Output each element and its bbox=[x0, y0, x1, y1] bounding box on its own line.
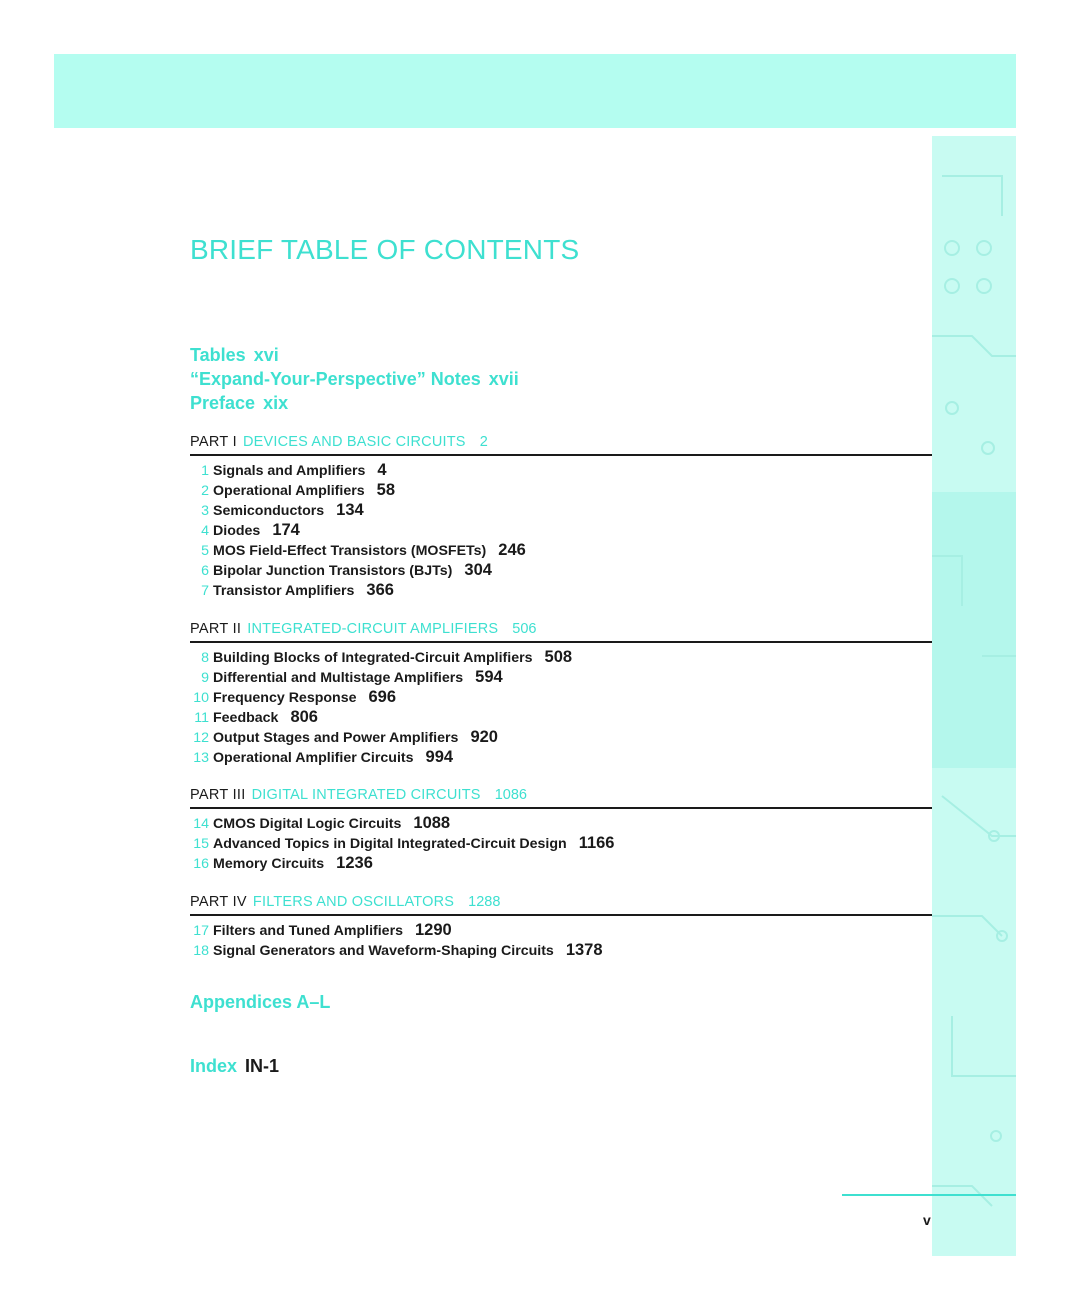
part-4-chapter-list bbox=[190, 920, 890, 960]
index-page: IN-1 bbox=[245, 1056, 280, 1076]
chapter-number: 8 bbox=[201, 650, 209, 666]
part-header-4[interactable] bbox=[190, 892, 932, 916]
part-3-chapter-list bbox=[190, 813, 890, 873]
chapter-title: Diodes bbox=[213, 523, 261, 539]
chapter-title: Signals and Amplifiers bbox=[213, 463, 366, 479]
chapter-title: Memory Circuits bbox=[213, 856, 325, 872]
chapter-title: Feedback bbox=[213, 710, 279, 726]
front-matter-page: xix bbox=[263, 393, 289, 413]
part-page: 1086 bbox=[494, 787, 527, 803]
chapter-number: 7 bbox=[201, 583, 209, 599]
chapter-number: 6 bbox=[201, 563, 209, 579]
chapter-entry[interactable] bbox=[190, 747, 890, 767]
index-label: Index bbox=[190, 1056, 238, 1076]
front-matter-list bbox=[190, 343, 519, 415]
part-page: 506 bbox=[512, 621, 537, 637]
chapter-entry[interactable] bbox=[190, 687, 890, 707]
chapter-entry[interactable] bbox=[190, 853, 890, 873]
chapter-entry[interactable] bbox=[190, 707, 890, 727]
chapter-title: Operational Amplifier Circuits bbox=[213, 750, 414, 766]
chapter-title: Advanced Topics in Digital Integrated-Circuit Design bbox=[213, 836, 567, 852]
part-page: 2 bbox=[479, 434, 488, 450]
chapter-title: Semiconductors bbox=[213, 503, 325, 519]
index-entry[interactable] bbox=[190, 1056, 279, 1077]
chapter-page: 1236 bbox=[336, 854, 373, 872]
chapter-entry[interactable] bbox=[190, 727, 890, 747]
part-title: INTEGRATED-CIRCUIT AMPLIFIERS bbox=[247, 621, 499, 637]
part-title: DIGITAL INTEGRATED CIRCUITS bbox=[251, 787, 481, 803]
front-matter-item[interactable] bbox=[190, 343, 519, 367]
part-title: FILTERS AND OSCILLATORS bbox=[252, 894, 455, 910]
chapter-number: 12 bbox=[193, 730, 209, 746]
chapter-entry[interactable] bbox=[190, 520, 890, 540]
front-matter-label: Tables bbox=[190, 345, 246, 365]
chapter-page: 508 bbox=[544, 648, 573, 666]
chapter-number: 18 bbox=[193, 943, 209, 959]
chapter-number: 10 bbox=[193, 690, 209, 706]
part-header-1[interactable] bbox=[190, 432, 932, 456]
chapter-entry[interactable] bbox=[190, 560, 890, 580]
chapter-title: Operational Amplifiers bbox=[213, 483, 365, 499]
page-number: v bbox=[923, 1212, 931, 1228]
footer-rule bbox=[842, 1194, 1016, 1196]
chapter-number: 16 bbox=[193, 856, 209, 872]
chapter-number: 13 bbox=[193, 750, 209, 766]
chapter-number: 14 bbox=[193, 816, 209, 832]
chapter-number: 3 bbox=[201, 503, 209, 519]
chapter-page: 1166 bbox=[578, 834, 615, 852]
chapter-page: 174 bbox=[272, 521, 300, 539]
chapter-title: Transistor Amplifiers bbox=[213, 583, 355, 599]
chapter-page: 696 bbox=[368, 688, 397, 706]
chapter-number: 15 bbox=[193, 836, 209, 852]
part-2-chapter-list bbox=[190, 647, 890, 767]
chapter-number: 1 bbox=[201, 463, 209, 479]
chapter-entry[interactable] bbox=[190, 647, 890, 667]
part-label: PART IV bbox=[190, 894, 247, 910]
chapter-entry[interactable] bbox=[190, 500, 890, 520]
chapter-page: 246 bbox=[498, 541, 526, 559]
chapter-page: 920 bbox=[470, 728, 498, 746]
chapter-page: 1290 bbox=[414, 921, 452, 939]
header-band bbox=[54, 54, 1016, 128]
chapter-title: Differential and Multistage Amplifiers bbox=[213, 670, 464, 686]
part-header-2[interactable] bbox=[190, 619, 932, 643]
chapter-page: 1088 bbox=[413, 814, 451, 832]
front-matter-page: xvi bbox=[253, 345, 279, 365]
chapter-entry[interactable] bbox=[190, 833, 890, 853]
decorative-circuit-strip bbox=[932, 136, 1016, 1256]
chapter-title: Output Stages and Power Amplifiers bbox=[213, 730, 459, 746]
page-title: BRIEF TABLE OF CONTENTS bbox=[190, 234, 580, 265]
part-header-3[interactable] bbox=[190, 785, 932, 809]
chapter-entry[interactable] bbox=[190, 920, 890, 940]
part-label: PART I bbox=[190, 434, 237, 450]
front-matter-label: “Expand-Your-Perspective” Notes bbox=[190, 369, 481, 389]
chapter-title: MOS Field-Effect Transistors (MOSFETs) bbox=[213, 543, 487, 559]
part-page: 1288 bbox=[468, 894, 501, 910]
front-matter-item[interactable] bbox=[190, 367, 519, 391]
chapter-page: 58 bbox=[376, 481, 395, 499]
chapter-number: 11 bbox=[194, 710, 209, 726]
chapter-page: 134 bbox=[336, 501, 364, 519]
circuit-pattern-icon bbox=[932, 136, 1016, 1256]
chapter-title: CMOS Digital Logic Circuits bbox=[213, 816, 402, 832]
chapter-entry[interactable] bbox=[190, 667, 890, 687]
chapter-entry[interactable] bbox=[190, 480, 890, 500]
chapter-number: 17 bbox=[193, 923, 209, 939]
chapter-number: 9 bbox=[201, 670, 209, 686]
chapter-title: Filters and Tuned Amplifiers bbox=[213, 923, 403, 939]
appendices-entry[interactable]: Appendices A–L bbox=[190, 992, 331, 1012]
chapter-entry[interactable] bbox=[190, 813, 890, 833]
chapter-entry[interactable] bbox=[190, 580, 890, 600]
chapter-title: Bipolar Junction Transistors (BJTs) bbox=[213, 563, 453, 579]
chapter-title: Building Blocks of Integrated-Circuit Amplifiers bbox=[213, 650, 533, 666]
chapter-number: 4 bbox=[201, 523, 209, 539]
chapter-number: 5 bbox=[201, 543, 209, 559]
chapter-page: 4 bbox=[377, 461, 387, 479]
front-matter-label: Preface bbox=[190, 393, 256, 413]
part-label: PART III bbox=[190, 787, 246, 803]
part-title: DEVICES AND BASIC CIRCUITS bbox=[242, 434, 466, 450]
chapter-number: 2 bbox=[201, 483, 209, 499]
chapter-page: 366 bbox=[366, 581, 394, 599]
chapter-page: 806 bbox=[290, 708, 318, 726]
chapter-page: 594 bbox=[475, 668, 503, 686]
chapter-entry[interactable] bbox=[190, 940, 890, 960]
chapter-entry[interactable] bbox=[190, 540, 890, 560]
chapter-title: Frequency Response bbox=[213, 690, 357, 706]
part-label: PART II bbox=[190, 621, 242, 637]
chapter-entry[interactable] bbox=[190, 460, 890, 480]
chapter-page: 1378 bbox=[565, 941, 603, 959]
chapter-page: 304 bbox=[464, 561, 492, 579]
chapter-page: 994 bbox=[425, 748, 454, 766]
front-matter-item[interactable] bbox=[190, 391, 519, 415]
chapter-title: Signal Generators and Waveform-Shaping Circuits bbox=[213, 943, 554, 959]
part-1-chapter-list bbox=[190, 460, 890, 600]
front-matter-page: xvii bbox=[488, 369, 519, 389]
